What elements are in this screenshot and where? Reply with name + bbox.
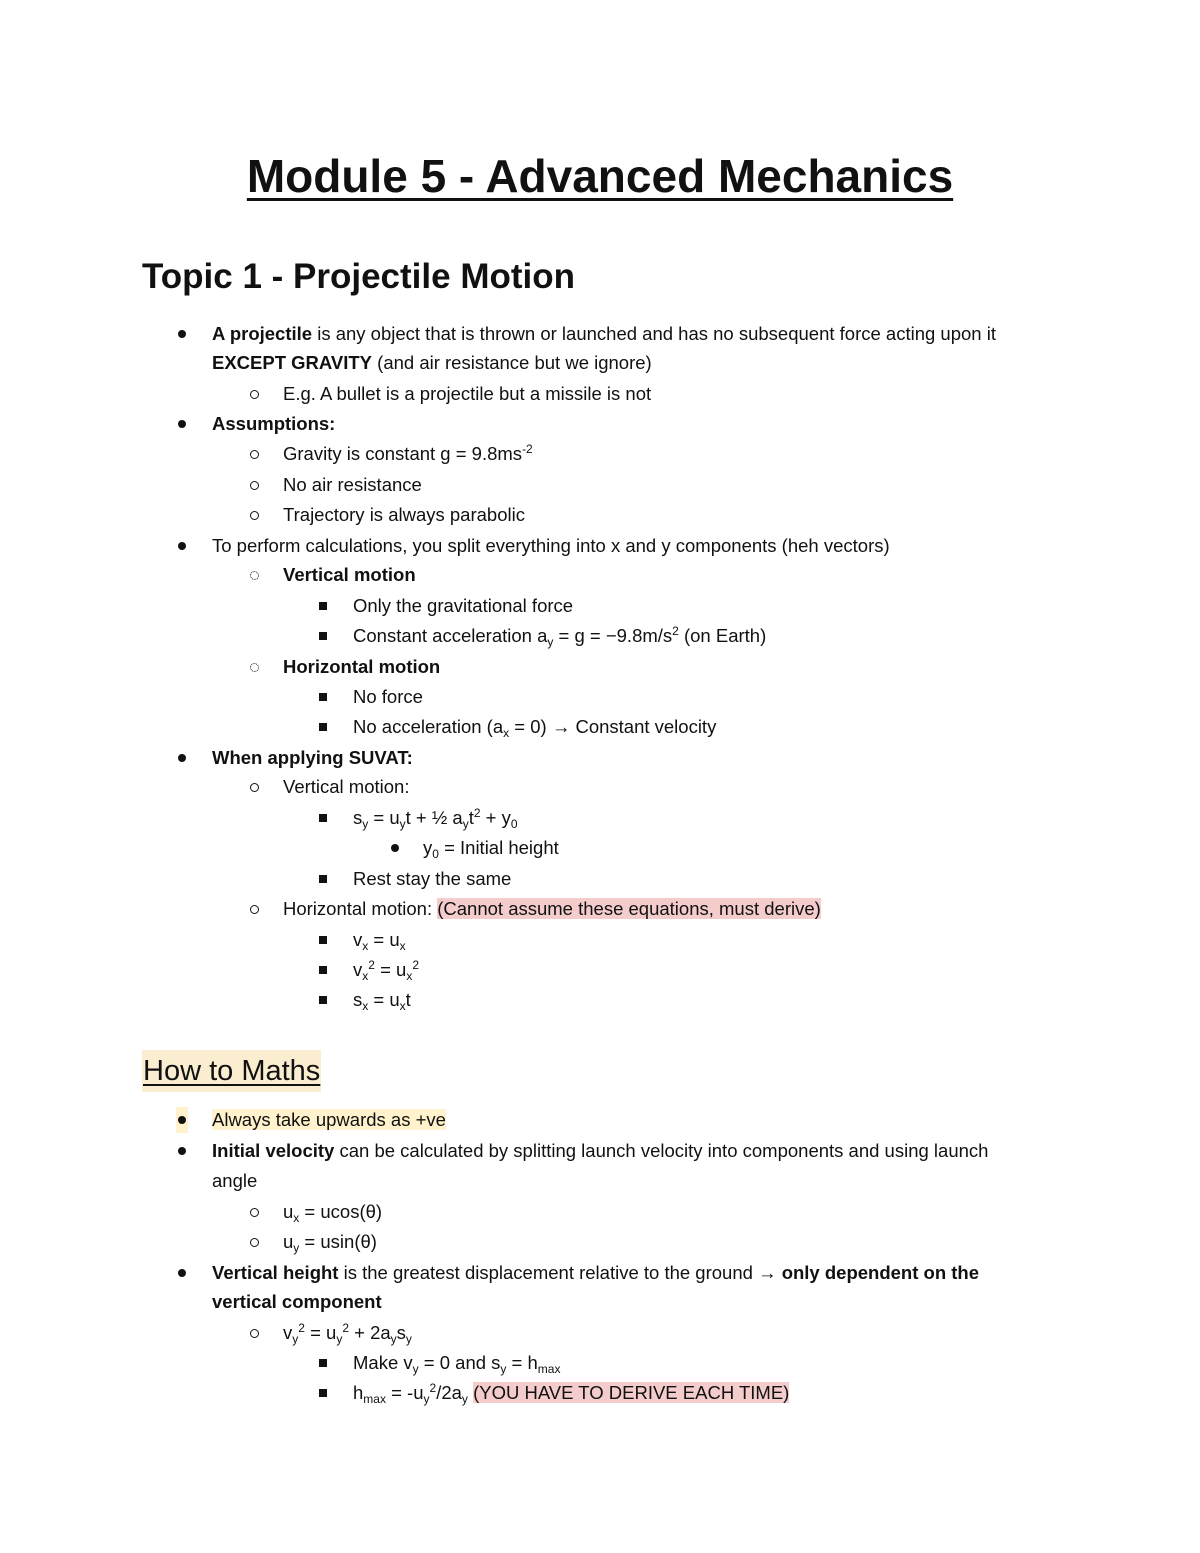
list-item: A projectile is any object that is thrown or launched and has no subsequent force acting upon it [212,323,996,344]
bullet-dotted-circle-icon [248,562,260,588]
bullet-square-icon [317,684,329,710]
equation-sy: $s_y = u_yt$ + ½ $a_yt^2 + y_0$ [353,806,518,831]
bullet-square-icon [317,957,329,983]
bullet-circle-icon [248,774,260,800]
highlight-note: Always take upwards as +ve [212,1109,446,1130]
bullet-disc-icon [176,411,188,437]
list-item: Horizontal motion [283,656,441,677]
list-item: Gravity is constant $g = 9.8ms^{-2}$ [283,442,533,464]
list-item: No acceleration $(a_x = 0)$ → Constant velocity [353,716,717,740]
bullet-square-icon [317,593,329,619]
list-item: Vertical height is the greatest displacement relative to the ground → only dependent on the [212,1262,980,1283]
equation-vx: $v_x = u_x$ [353,929,406,953]
bullet-square-icon [317,623,329,649]
list-item-continued: EXCEPT GRAVITY (and air resistance but we ignore) [212,352,652,373]
equation-sx: $s_x = u_xt$ [353,989,411,1013]
list-item: $y_0$ = Initial height [423,837,559,861]
equation-vx2: $v_x^2 = u_x^2$ [353,958,419,983]
bullet-square-icon [317,1350,329,1376]
topic-heading: Topic 1 - Projectile Motion [142,257,575,296]
bullet-disc-icon [176,745,188,771]
equation-uy: $u_y = usin(\theta)$ [283,1231,377,1255]
bullet-disc-icon [176,321,188,347]
bullet-disc-icon [176,1260,188,1286]
list-item [188,1107,446,1133]
list-item: Rest stay the same [353,868,512,889]
list-item: No force [353,686,423,707]
bullet-circle-icon [248,472,260,498]
equation-hmax: $h_{max} = -u_y^2/2a_y$ (YOU HAVE TO DERIVE EACH TIME) [353,1381,790,1406]
list-item: Constant acceleration $a_y = g = -9.8m/s^2$ (on Earth) [353,624,767,649]
bullet-circle-icon [248,441,260,467]
bullet-square-icon [317,987,329,1013]
page-title: Module 5 - Advanced Mechanics [246,150,954,202]
list-item: Vertical motion: [283,776,410,797]
bullet-square-icon [317,714,329,740]
list-item-continued: vertical component [212,1291,382,1312]
list-item: Make $v_y = 0$ and $s_y = h_{max}$ [353,1352,561,1376]
list-item-continued: angle [212,1170,258,1191]
equation-ux: $u_x = ucos(\theta)$ [283,1201,383,1225]
list-item: Initial velocity can be calculated by splitting launch velocity into components and using launch [212,1140,989,1161]
list-item: Trajectory is always parabolic [283,504,525,525]
bullet-circle-icon [248,381,260,407]
bullet-circle-icon [248,502,260,528]
bullet-disc-icon [176,533,188,559]
bullet-square-icon [317,866,329,892]
list-item: To perform calculations, you split everything into x and y components (heh vectors) [212,535,890,556]
list-item: Horizontal motion: (Cannot assume these equations, must derive) [283,898,821,919]
highlight-note: (YOU HAVE TO DERIVE EACH TIME) [473,1382,790,1403]
equation-vy2: $v_y^2 = u_y^2 + 2a_ys_y$ [283,1321,412,1346]
bullet-disc-icon [176,1138,188,1164]
bullet-circle-icon [248,1199,260,1225]
list-item: No air resistance [283,474,422,495]
list-item: Assumptions: [212,413,336,434]
bullet-disc-icon [176,1107,188,1133]
bullet-disc-icon [389,835,401,861]
bullet-circle-icon [248,896,260,922]
list-item: When applying SUVAT: [212,747,413,768]
list-item: Vertical motion [283,564,416,585]
section-heading-how-to-maths: How to Maths [142,1050,321,1092]
bullet-dotted-circle-icon [248,654,260,680]
bullet-square-icon [317,805,329,831]
bullet-circle-icon [248,1320,260,1346]
bullet-square-icon [317,1380,329,1406]
bullet-square-icon [317,927,329,953]
bullet-circle-icon [248,1229,260,1255]
list-item: Only the gravitational force [353,595,574,616]
list-item: E.g. A bullet is a projectile but a missile is not [283,383,652,404]
highlight-note: (Cannot assume these equations, must derive) [437,898,821,919]
